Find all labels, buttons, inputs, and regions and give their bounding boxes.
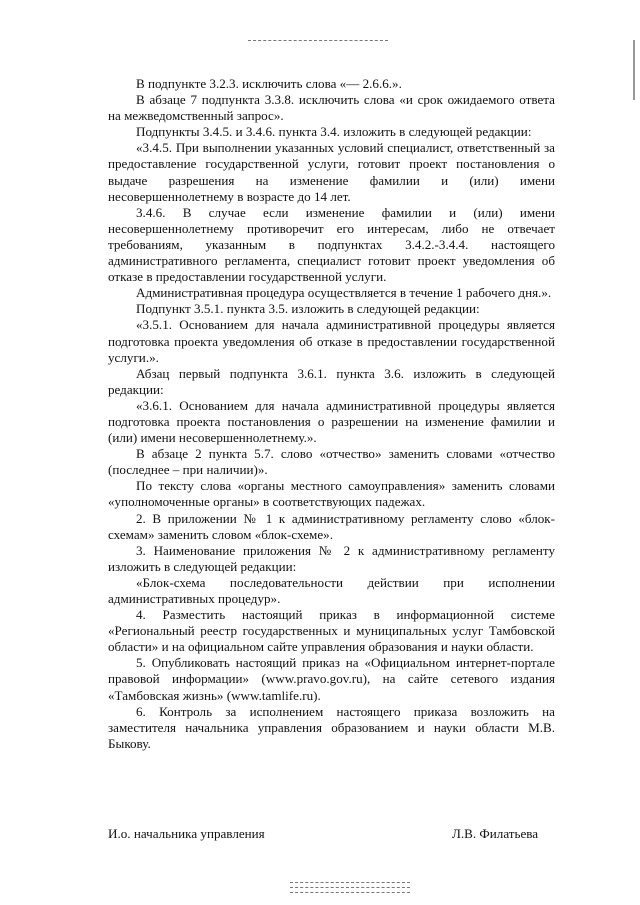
paragraph-18: 6. Контроль за исполнением настоящего приказа возложить на заместителя начальника управления образованием и науки области М.В. Быкову. xyxy=(108,703,555,751)
paragraph-6: Административная процедура осуществляется в течение 1 рабочего дня.». xyxy=(136,285,552,301)
paragraph-1: В подпункте 3.2.3. исключить слова «— 2.6.6.». xyxy=(136,76,402,91)
document-body xyxy=(108,76,555,752)
paragraph-7: Подпункт 3.5.1. пункта 3.5. изложить в следующей редакции: xyxy=(136,301,480,317)
paragraph-13: 2. В приложении № 1 к административному регламенту слово «блок-схемам» заменить словом «блок-схеме». xyxy=(108,510,555,542)
signature-position: И.о. начальника управления xyxy=(108,826,265,841)
paragraph-5: 3.4.6. В случае если изменение фамилии и (или) имени несовершеннолетнему противоречит его интересам, либо не отвечает требованиям, указанным в подпунктах 3.4.2.-3.4.4. настоящего административного регламента, специалист готовит проект уведомления об отказе в предоставлении государственной услуги. xyxy=(108,204,555,285)
paragraph-14: 3. Наименование приложения № 2 к административному регламенту изложить в следующей редакции: xyxy=(108,542,555,574)
paragraph-10: «3.6.1. Основанием для начала административной процедуры является подготовка проекта постановления о разрешении на изменение фамилии и (или) имени несовершеннолетнему.». xyxy=(108,397,555,446)
paragraph-12: По тексту слова «органы местного самоуправления» заменить словами «уполномоченные органы» в соответствующих падежах. xyxy=(108,478,555,510)
signature-name: Л.В. Филатьева xyxy=(452,826,539,841)
scan-artifact-top xyxy=(248,40,388,42)
paragraph-8: «3.5.1. Основанием для начала административной процедуры является подготовка проекта уведомления об отказе в предоставлении государственной услуги.». xyxy=(108,317,555,365)
paragraph-3: Подпункты 3.4.5. и 3.4.6. пункта 3.4. изложить в следующей редакции: xyxy=(136,124,532,140)
paragraph-16: 4. Разместить настоящий приказ в информационной системе «Региональный реестр государственных и муниципальных услуг Тамбовской области» и на официальном сайте управления образования и науки области. xyxy=(108,607,555,655)
paragraph-4: «3.4.5. При выполнении указанных условий специалист, ответственный за предоставление государственной услуги, готовит проект постановления о выдаче разрешения на изменение фамилии и (или) имени несовершеннолетнему в возрасте до 14 лет. xyxy=(108,140,555,204)
scan-artifact-edge xyxy=(633,40,635,100)
paragraph-17: 5. Опубликовать настоящий приказ на «Официальном интернет-портале правовой информации» (www.pravo.gov.ru), на сайте сетевого издания «Тамбовская жизнь» (www.tamlife.ru). xyxy=(108,655,555,703)
paragraph-15: «Блок-схема последовательности действии при исполнении административных процедур». xyxy=(108,574,555,606)
paragraph-11: В абзаце 2 пункта 5.7. слово «отчество» заменить словами «отчество (последнее – при наличии)». xyxy=(108,446,555,478)
scan-artifact-bottom xyxy=(290,882,410,897)
paragraph-9: Абзац первый подпункта 3.6.1. пункта 3.6. изложить в следующей редакции: xyxy=(108,365,555,397)
paragraph-2: В абзаце 7 подпункта 3.3.8. исключить слова «и срок ожидаемого ответа на межведомственный запрос». xyxy=(108,92,555,124)
